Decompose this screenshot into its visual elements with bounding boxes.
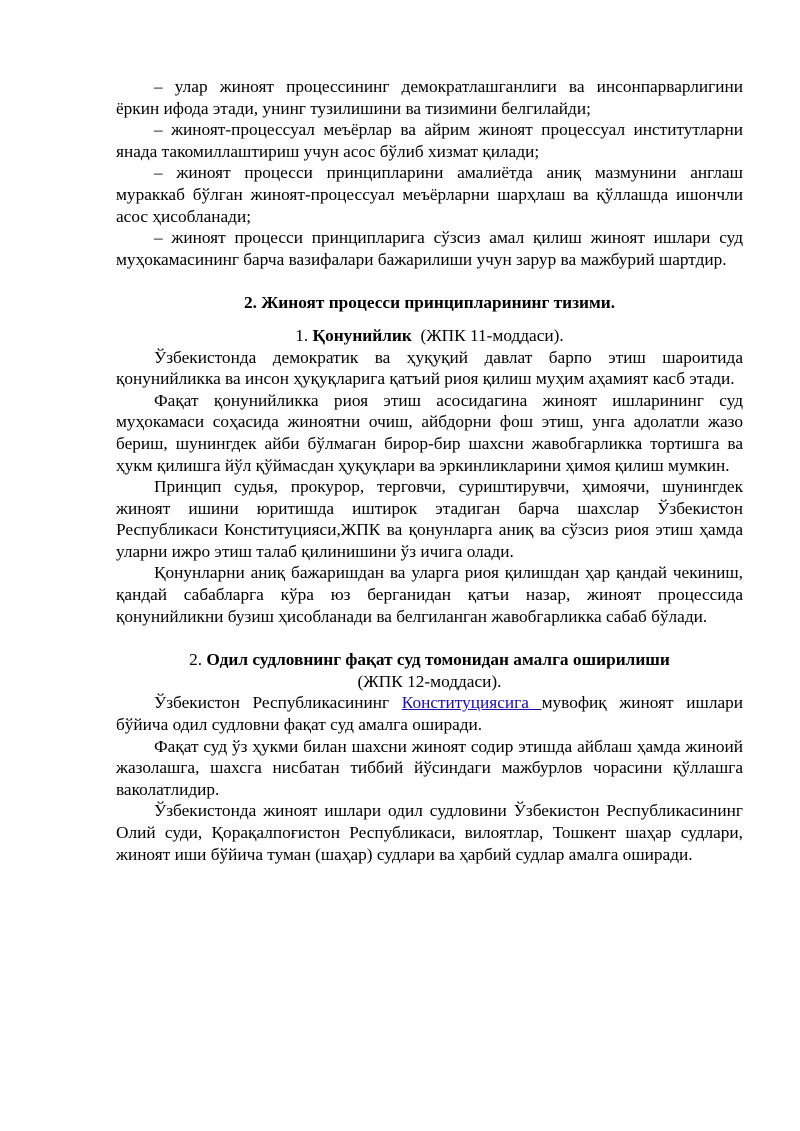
paragraph: Фақат қонунийликка риоя этиш асосидагина жиноят ишларининг суд муҳокамаси соҳасида жиноятни очиш, айбдорни фош этиш, унга адолатли жазо бериш, шунингдек айби бўлмаган бирор-бир шахсни жавобгарликка тортишга ва ҳукм қилишга йўл қўймасдан ҳуқуқлари ва эркинликларини ҳимоя қилиш мумкин. — [116, 390, 743, 475]
spacer — [116, 627, 743, 649]
document-page — [116, 76, 743, 865]
bullet-item: – жиноят-процессуал меъёрлар ва айрим жиноят процессуал институтларни янада такомиллаштириш учун асос бўлиб хизмат қилади; — [116, 120, 743, 161]
paragraph: Фақат суд ўз ҳукми билан шахсни жиноят содир этишда айблаш ҳамда жиноий жазолашга, шахсга нисбатан тиббий йўсиндаги мажбурлов чорасини қўллашга ваколатлидир. — [116, 736, 743, 799]
principle-2-heading — [116, 649, 743, 671]
paragraph: Ўзбекистонда жиноят ишлари одил судловини Ўзбекистон Республикасининг Олий суди, Қорақалпоғистон Республикаси, вилоятлар, Тошкент шаҳар судлари, жиноят иши бўйича туман (шаҳар) судлари ва ҳарбий судлар амалга оширади. — [116, 801, 743, 864]
principle-1-title: Қонунийлик — [312, 325, 412, 345]
principle-1-number: 1. — [295, 325, 313, 345]
bullet-item: – жиноят процесси принципларини амалиётда аниқ мазмунини англаш мураккаб бўлган жиноят-процессуал меъёрларни шарҳлаш ва қўллашда ишончли асос ҳисобланади; — [116, 163, 743, 226]
paragraph-text: Ўзбекистон Республикасининг — [154, 693, 402, 713]
bullet-item: – улар жиноят процессининг демократлашганлиги ва инсонпарварлигини ёркин ифода этади, унинг тузилишини ва тизимини белгилайди; — [116, 77, 743, 118]
paragraph — [116, 692, 743, 735]
principle-2-ref: (ЖПК 12-моддаси). — [357, 671, 502, 691]
spacer — [116, 314, 743, 325]
paragraph-text: мувофиқ жиноят ишлари бўйича одил судловни фақат суд амалга оширади. — [116, 693, 744, 735]
paragraph: Принцип судья, прокурор, терговчи, суриштирувчи, ҳимоячи, шунингдек жиноят ишини юритишда иштирок этадиган барча шахслар Ўзбекистон Республикаси Конституцияси,ЖПК ва қонунларга аниқ ва сўзсиз риоя этиш ҳамда уларни ижро этиш талаб қилинишини ўз ичига олади. — [116, 477, 743, 561]
section-title: 2. Жиноят процесси принципларининг тизими. — [243, 293, 616, 313]
principle-1-ref: (ЖПК 11-моддаси). — [411, 325, 564, 345]
constitution-link[interactable]: Конституциясига — [401, 693, 542, 713]
bullet-item: – жиноят процесси принципларига сўзсиз амал қилиш жиноят ишлари суд муҳокамасининг барча вазифалари бажарилиши учун зарур ва мажбурий шартдир. — [116, 228, 743, 269]
paragraph: Ўзбекистонда демократик ва ҳуқуқий давлат барпо этиш шароитида қонунийликка ва инсон ҳуқуқларига қатъий риоя қилиш муҳим аҳамият касб этади. — [116, 347, 743, 389]
principle-1-heading — [116, 325, 743, 347]
principle-2-title: Одил судловнинг фақат суд томонидан амалга оширилиши — [206, 650, 670, 670]
paragraph: Қонунларни аниқ бажаришдан ва уларга риоя қилишдан ҳар қандай чекиниш, қандай сабабларга кўра юз берганидан қатъи назар, жиноят процессида қонунийликни бузиш ҳисобланади ва белгиланган жавобгарликка сабаб бўлади. — [116, 563, 743, 626]
principle-2-number: 2. — [189, 650, 207, 670]
spacer — [116, 270, 743, 292]
